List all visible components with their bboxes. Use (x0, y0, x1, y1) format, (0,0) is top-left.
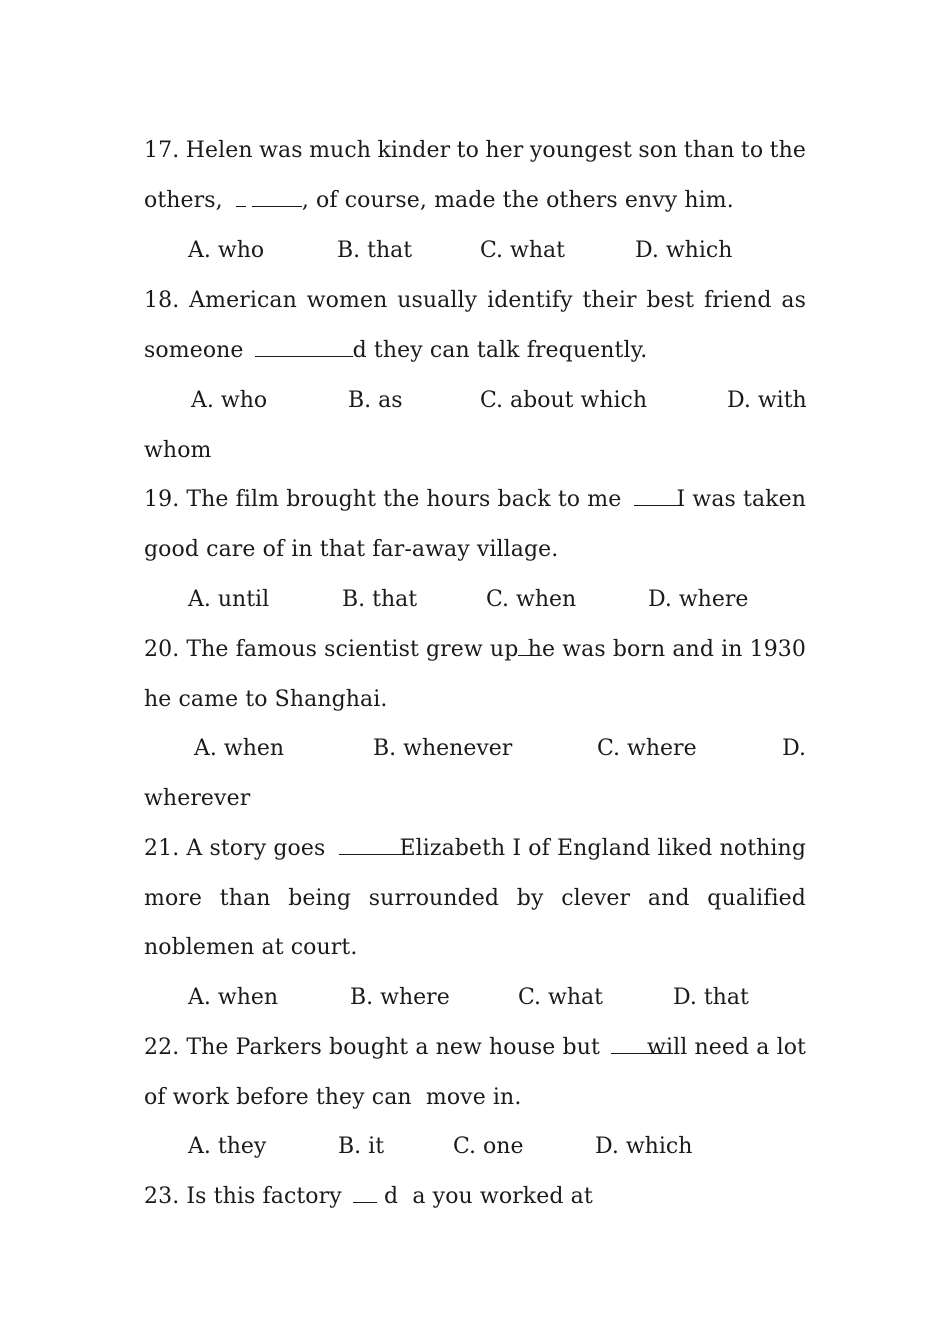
answer-blank (255, 338, 353, 357)
q21-option-a: A. when (188, 985, 279, 1010)
q19-line2: good care of in that far-away village. (144, 537, 559, 562)
q22-option-a: A. they (188, 1134, 267, 1159)
q17-option-a: A. who (188, 238, 265, 263)
answer-blank (339, 836, 401, 855)
q22-option-d: D. which (595, 1134, 693, 1159)
q18-line2: someone d they can talk frequently. (144, 338, 648, 363)
q20-option-b: B. whenever (373, 736, 513, 761)
answer-blank (353, 1184, 377, 1203)
answer-blank (252, 188, 302, 207)
q21-line2: more than being surrounded by clever and qualified (144, 886, 806, 911)
q20-option-d-wrap: wherever (144, 786, 251, 811)
q19-line1: 19. The film brought the hours back to me I was taken (144, 487, 806, 512)
q17-line1: 17. Helen was much kinder to her youngest son than to the (144, 138, 806, 163)
q21-option-d: D. that (673, 985, 749, 1010)
q20-line2: he came to Shanghai. (144, 687, 388, 712)
q18-option-d-wrap: whom (144, 438, 212, 463)
q17-option-b: B. that (337, 238, 413, 263)
q21-line1: 21. A story goes Elizabeth I of England liked nothing (144, 836, 806, 861)
q19-option-b: B. that (342, 587, 418, 612)
q19-option-d: D. where (648, 587, 749, 612)
q23-line1: 23. Is this factory d a you worked at (144, 1184, 593, 1209)
q18-option-a: A. who (191, 388, 268, 413)
q20-option-d: D. (782, 736, 806, 761)
q20-option-c: C. where (597, 736, 697, 761)
q19-option-a: A. until (188, 587, 270, 612)
q18-option-d: D. with (727, 388, 807, 413)
q21-option-b: B. where (350, 985, 450, 1010)
q17-option-c: C. what (480, 238, 565, 263)
q18-option-b: B. as (348, 388, 403, 413)
q18-line1: 18. American women usually identify their best friend as (144, 288, 806, 313)
q20-option-a: A. when (194, 736, 285, 761)
answer-blank (236, 188, 246, 207)
q17-option-d: D. which (635, 238, 733, 263)
q22-option-b: B. it (338, 1134, 385, 1159)
q18-option-c: C. about which (480, 388, 648, 413)
q21-line3: noblemen at court. (144, 935, 358, 960)
q22-line1: 22. The Parkers bought a new house but will need a lot (144, 1035, 806, 1060)
q19-option-c: C. when (486, 587, 577, 612)
q17-line2: others, , of course, made the others envy him. (144, 188, 734, 213)
q21-option-c: C. what (518, 985, 603, 1010)
q22-option-c: C. one (453, 1134, 524, 1159)
q22-line2: of work before they can move in. (144, 1085, 522, 1110)
q20-line1: 20. The famous scientist grew up he was born and in 1930 (144, 637, 806, 662)
